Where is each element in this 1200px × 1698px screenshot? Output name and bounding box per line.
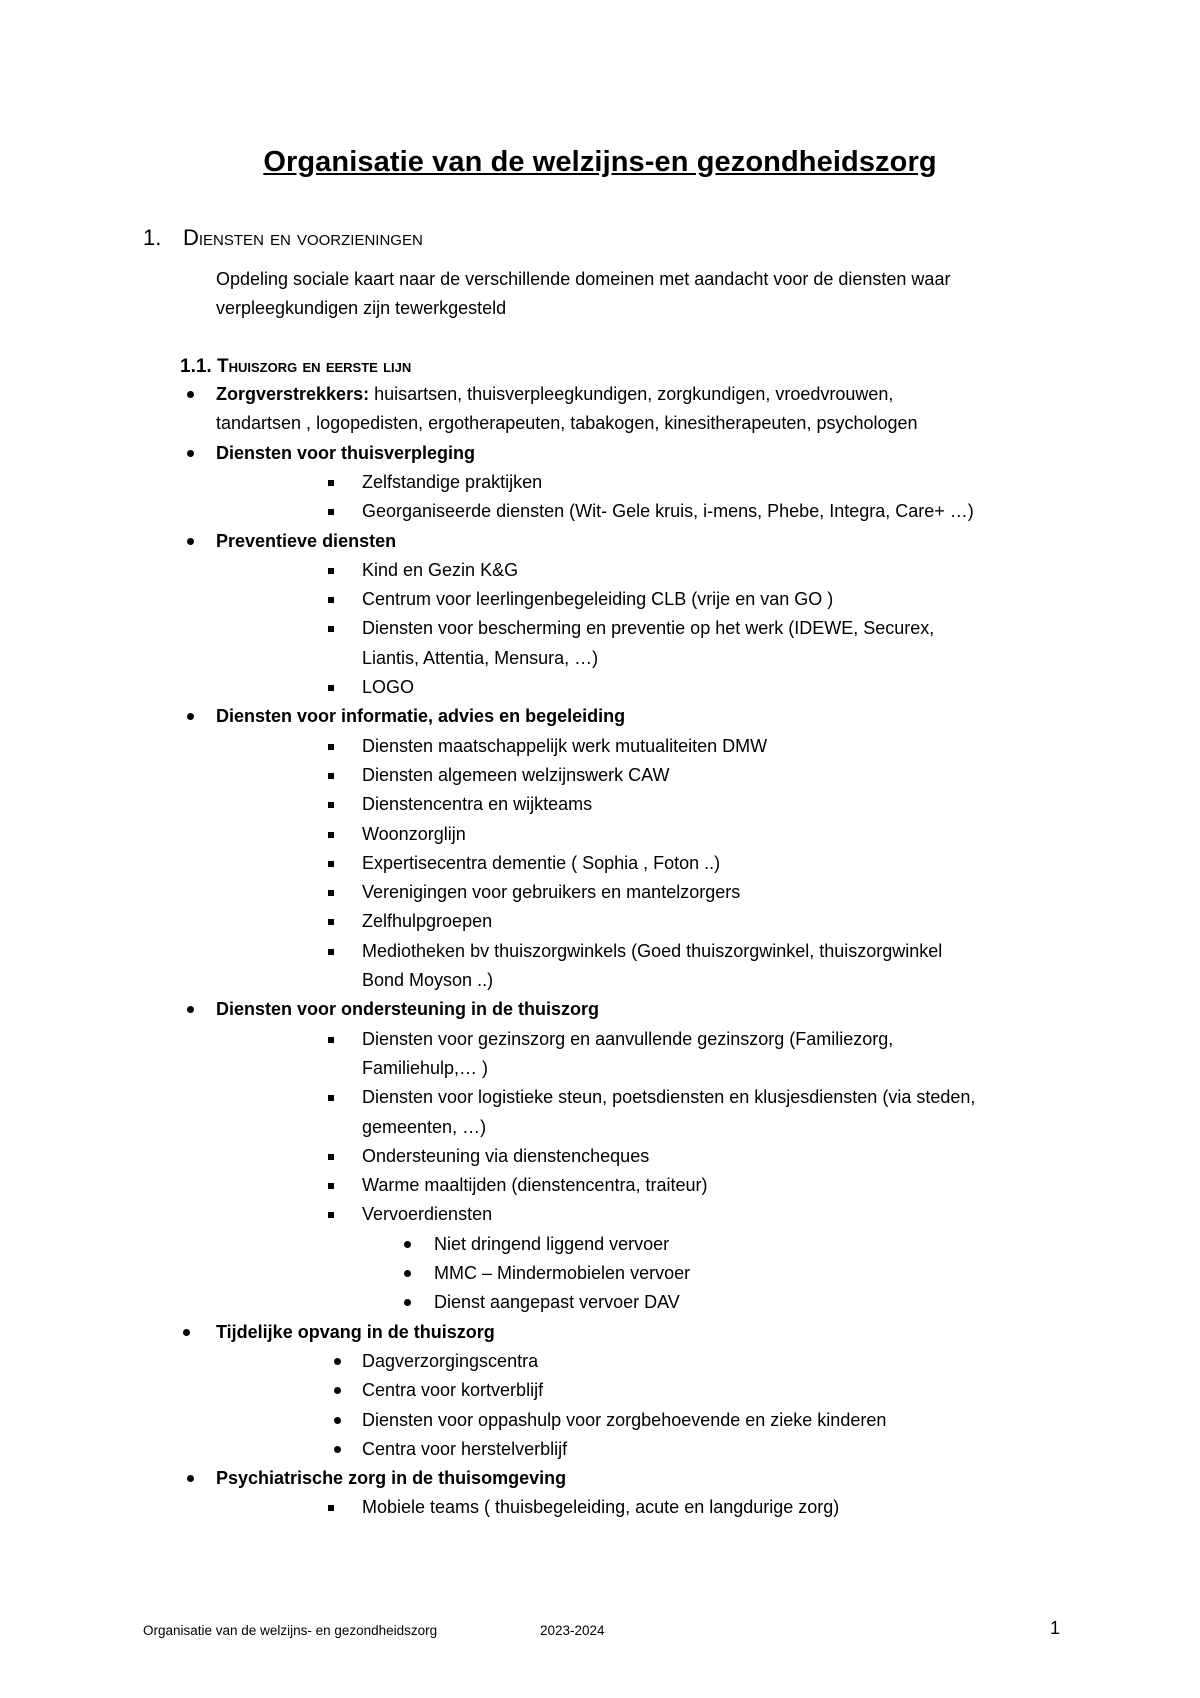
list-item (362, 1025, 893, 1054)
list-item (362, 790, 592, 819)
list-item (216, 380, 893, 409)
list-item-text: Liantis, Attentia, Mensura, …) (362, 647, 599, 668)
square-bullet-icon (328, 773, 334, 779)
list-item (362, 1200, 492, 1229)
bullet-icon (187, 450, 194, 457)
list-item-text: Diensten voor logistieke steun, poetsdiensten en klusjesdiensten (via steden, (362, 1087, 976, 1108)
list-item-text: Dagverzorgingscentra (362, 1350, 539, 1371)
list-item-text: Diensten voor bescherming en preventie op het werk (IDEWE, Securex, (362, 618, 935, 639)
page-number: 1 (1050, 1618, 1061, 1638)
list-item (362, 556, 518, 585)
list-item-text: Diensten maatschappelijk werk mutualiteiten DMW (362, 735, 768, 756)
subsection-heading (180, 356, 411, 378)
list-item-text: Diensten algemeen welzijnswerk CAW (362, 764, 670, 785)
list-item-text: tandartsen , logopedisten, ergotherapeuten, tabakogen, kinesitherapeuten, psychologen (216, 413, 918, 434)
list-item-label: Psychiatrische zorg in de thuisomgeving (216, 1468, 567, 1489)
list-item-label: Diensten voor informatie, advies en begeleiding (216, 706, 626, 727)
list-item-text: Zelfstandige praktijken (362, 471, 543, 492)
list-item (362, 644, 598, 673)
section-title: Diensten en voorzieningen (183, 225, 423, 250)
square-bullet-icon (328, 568, 334, 574)
list-item (362, 1406, 886, 1435)
intro-line: Opdeling sociale kaart naar de verschillende domeinen met aandacht voor de diensten waar (216, 269, 951, 289)
list-item (216, 439, 475, 468)
list-item-text: Mediotheken bv thuiszorgwinkels (Goed thuiszorgwinkel, thuiszorgwinkel (362, 940, 943, 961)
list-item (362, 966, 493, 995)
bullet-icon (187, 538, 194, 545)
bullet-icon (187, 391, 194, 398)
bullet-icon (187, 1475, 194, 1482)
list-item-text: Familiehulp,… ) (362, 1057, 489, 1078)
list-item-text: Centra voor herstelverblijf (362, 1438, 568, 1459)
section-intro (216, 265, 1096, 323)
square-bullet-icon (328, 890, 334, 896)
list-item-text: Diensten voor oppashulp voor zorgbehoevende en zieke kinderen (362, 1409, 887, 1430)
list-item (362, 1435, 567, 1464)
list-item (216, 995, 599, 1024)
list-item-text: Dienstencentra en wijkteams (362, 794, 593, 815)
section-number: 1. (143, 225, 162, 250)
list-item-text: Woonzorglijn (362, 823, 466, 844)
subsection-number: 1.1. (180, 356, 212, 377)
list-item (434, 1259, 690, 1288)
list-item (362, 1376, 543, 1405)
list-item (216, 527, 396, 556)
list-item (362, 673, 414, 702)
square-bullet-icon (328, 480, 334, 486)
square-bullet-icon (328, 509, 334, 515)
list-item-text: MMC – Mindermobielen vervoer (434, 1263, 691, 1283)
list-item (362, 1142, 649, 1171)
list-item (362, 1493, 839, 1522)
list-item (362, 1054, 488, 1083)
square-bullet-icon (328, 832, 334, 838)
bullet-icon (187, 713, 194, 720)
list-item-text: Expertisecentra dementie ( Sophia , Foton ..) (362, 852, 721, 873)
list-item-text: Verenigingen voor gebruikers en mantelzorgers (362, 882, 741, 903)
list-item (216, 1318, 495, 1347)
list-item-text: Centrum voor leerlingenbegeleiding CLB (vrije en van GO ) (362, 589, 834, 610)
list-item (362, 820, 466, 849)
bullet-icon (334, 1446, 341, 1453)
list-item-text: Niet dringend liggend vervoer (434, 1233, 670, 1254)
list-item (362, 1113, 486, 1142)
list-item (362, 849, 720, 878)
list-item (434, 1230, 669, 1259)
square-bullet-icon (328, 949, 334, 955)
square-bullet-icon (328, 744, 334, 750)
bullet-icon (404, 1241, 411, 1248)
square-bullet-icon (328, 1154, 334, 1160)
list-item-text: Georganiseerde diensten (Wit- Gele kruis, i-mens, Phebe, Integra, Care+ …) (362, 501, 974, 522)
list-item (362, 614, 934, 643)
list-item (362, 1083, 975, 1112)
list-item-text: Vervoerdiensten (362, 1204, 493, 1225)
square-bullet-icon (328, 919, 334, 925)
list-item-text: Diensten voor gezinszorg en aanvullende gezinszorg (Familiezorg, (362, 1028, 894, 1049)
subsection-title: Thuiszorg en eerste lijn (216, 356, 412, 377)
list-item-label: Zorgverstrekkers: (216, 384, 370, 404)
list-item (362, 761, 669, 790)
list-item (362, 585, 833, 614)
list-item-text: Dienst aangepast vervoer DAV (434, 1292, 680, 1313)
list-item (362, 1347, 538, 1376)
bullet-icon (334, 1358, 341, 1365)
list-item (362, 907, 492, 936)
list-item (362, 1171, 707, 1200)
bullet-icon (404, 1299, 411, 1306)
list-item-text: gemeenten, …) (362, 1116, 487, 1137)
list-item-label: Tijdelijke opvang in de thuiszorg (216, 1321, 495, 1342)
bullet-icon (404, 1270, 411, 1277)
page-title: Organisatie van de welzijns-en gezondheidszorg (263, 146, 937, 178)
list-item-text: Kind en Gezin K&G (362, 559, 519, 580)
footer-title: Organisatie van de welzijns- en gezondheidszorg (143, 1623, 438, 1638)
square-bullet-icon (328, 685, 334, 691)
list-item-text: Mobiele teams ( thuisbegeleiding, acute en langdurige zorg) (362, 1497, 840, 1518)
list-item-text: Bond Moyson ..) (362, 970, 494, 990)
list-item (216, 409, 918, 438)
footer-year: 2023-2024 (540, 1623, 605, 1638)
bullet-icon (187, 1006, 194, 1013)
list-item-text: LOGO (362, 677, 415, 697)
square-bullet-icon (328, 1505, 334, 1511)
square-bullet-icon (328, 861, 334, 867)
list-item-text: Ondersteuning via dienstencheques (362, 1145, 650, 1166)
list-item-text: huisartsen, thuisverpleegkundigen, zorgkundigen, vroedvrouwen, (369, 384, 894, 404)
square-bullet-icon (328, 1183, 334, 1189)
square-bullet-icon (328, 1212, 334, 1218)
list-item-text: Centra voor kortverblijf (362, 1380, 544, 1401)
section-heading-1 (143, 225, 423, 251)
list-item (216, 1464, 566, 1493)
list-item (362, 468, 542, 497)
list-item-label: Diensten voor ondersteuning in de thuiszorg (216, 999, 600, 1020)
intro-line: verpleegkundigen zijn tewerkgesteld (216, 298, 507, 318)
list-item (434, 1288, 680, 1317)
list-item-label: Preventieve diensten (216, 530, 397, 551)
square-bullet-icon (328, 1037, 334, 1043)
square-bullet-icon (328, 626, 334, 632)
bullet-icon (334, 1417, 341, 1424)
square-bullet-icon (328, 597, 334, 603)
list-item (362, 732, 767, 761)
list-item (362, 878, 740, 907)
bullet-icon (334, 1387, 341, 1394)
list-item-text: Zelfhulpgroepen (362, 911, 493, 932)
bullet-icon (183, 1329, 190, 1336)
square-bullet-icon (328, 1095, 334, 1101)
list-item (362, 937, 942, 966)
list-item (362, 497, 974, 526)
square-bullet-icon (328, 802, 334, 808)
list-item-text: Warme maaltijden (dienstencentra, traiteur) (362, 1175, 708, 1196)
list-item (216, 702, 625, 731)
list-item-label: Diensten voor thuisverpleging (216, 442, 476, 463)
